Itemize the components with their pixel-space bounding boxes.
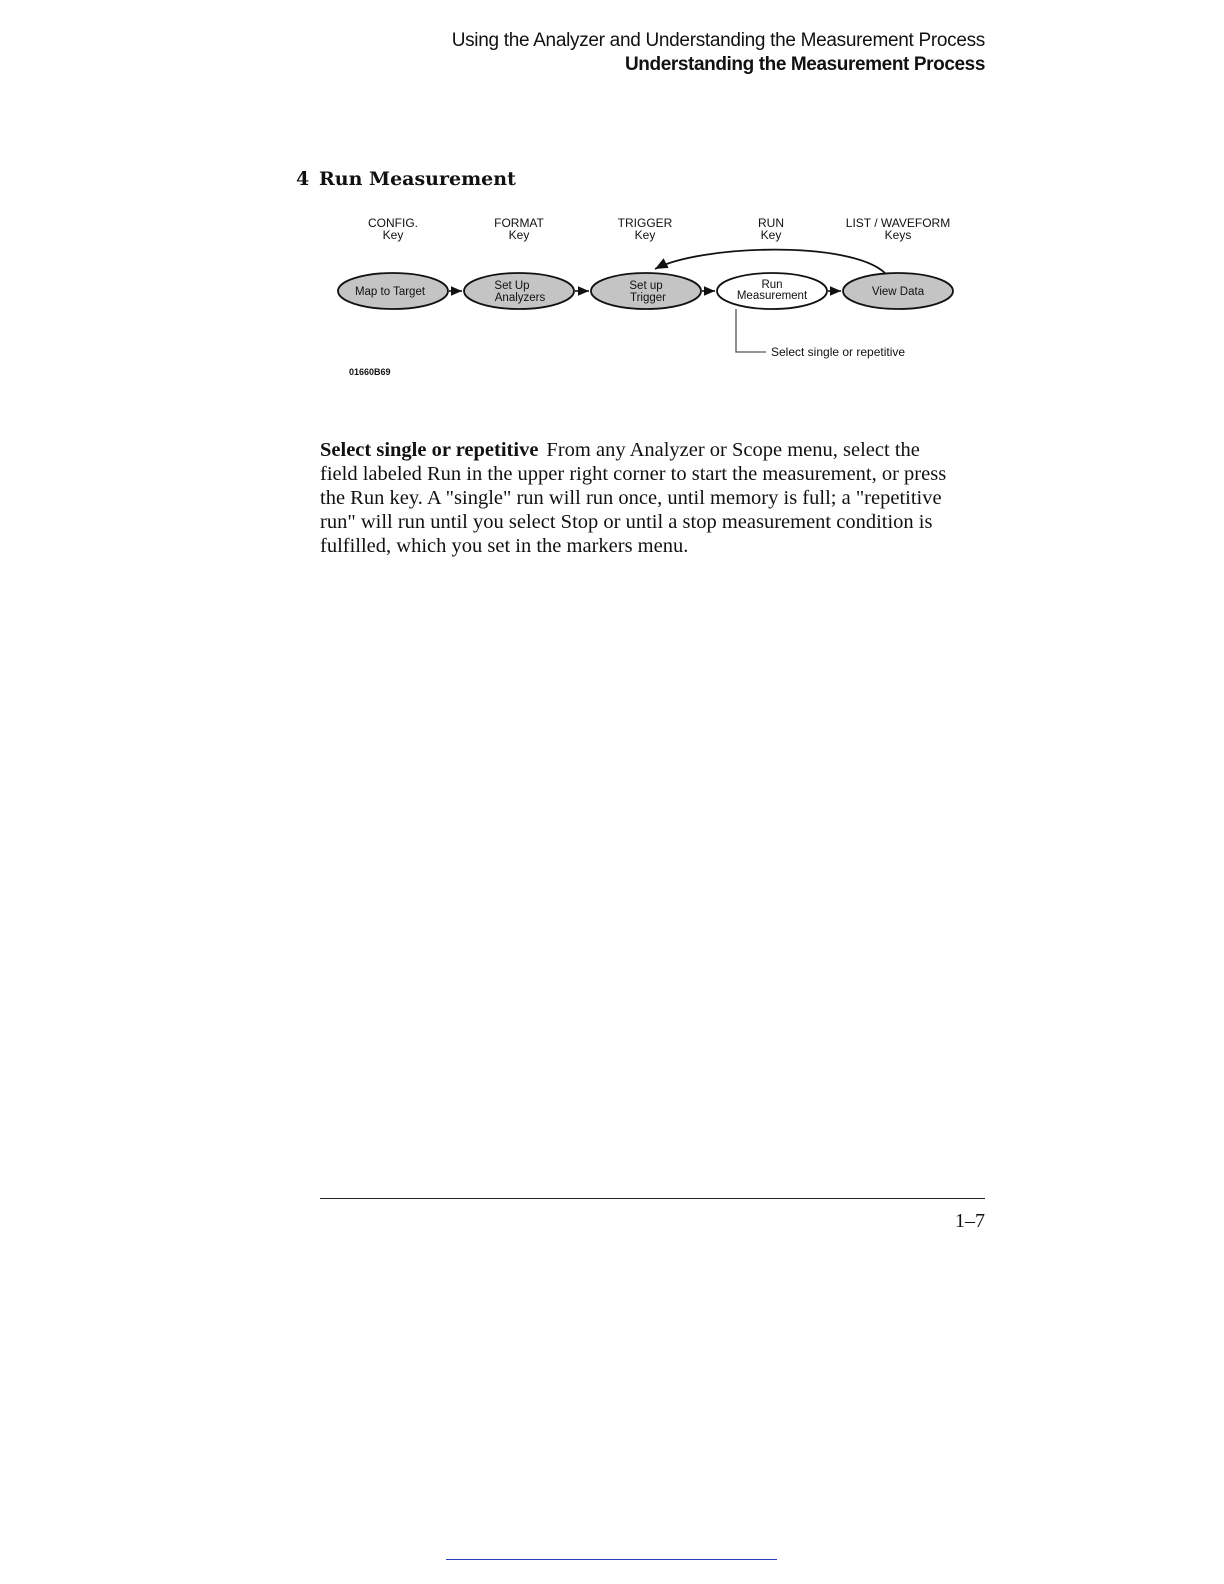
key-label-bottom: Key xyxy=(634,228,656,242)
node-label: Run xyxy=(761,279,783,291)
feedback-arrow xyxy=(655,250,885,273)
node-label: Set up xyxy=(629,280,663,292)
node-label: View Data xyxy=(871,286,925,298)
bottom-link-rule xyxy=(446,1559,777,1560)
callout-leader xyxy=(736,309,766,352)
step-heading xyxy=(296,168,516,190)
paragraph-lead: Select single or repetitive xyxy=(320,439,539,461)
measurement-process-diagram xyxy=(330,205,970,385)
node-label: Set Up xyxy=(494,280,530,292)
step-title: Run Measurement xyxy=(319,168,516,190)
step-number: 4 xyxy=(296,168,310,190)
body-paragraph xyxy=(320,438,960,558)
node-label: Measurement xyxy=(736,290,808,302)
callout-label: Select single or repetitive xyxy=(771,345,906,359)
page-number: 1–7 xyxy=(955,1210,985,1232)
paragraph-text: From any Analyzer or Scope menu, select the field labeled Run in the upper right corner to start the measurement, or press the Run key. A "single" run will run once, until memory is full; a "repetitive run" will run until you select Stop or until a stop measurement condition is fulfilled, which you set in the markers menu. xyxy=(320,439,947,557)
key-label-top: TRIGGER xyxy=(617,216,673,230)
running-header-section: Understanding the Measurement Process xyxy=(624,54,985,75)
node-label: Analyzers xyxy=(494,292,546,304)
key-label-bottom: Key xyxy=(760,228,782,242)
key-label-bottom: Key xyxy=(508,228,530,242)
figure-id: 01660B69 xyxy=(349,367,391,377)
key-label-bottom: Keys xyxy=(884,228,912,242)
key-label-top: LIST / WAVEFORM xyxy=(845,216,951,230)
footer-rule xyxy=(320,1198,985,1199)
key-label-top: FORMAT xyxy=(494,216,544,230)
node-label: Trigger xyxy=(630,292,666,304)
key-label-bottom: Key xyxy=(382,228,404,242)
key-label-top: CONFIG. xyxy=(368,216,418,230)
key-label-top: RUN xyxy=(758,216,784,230)
node-label: Map to Target xyxy=(354,286,426,298)
running-header-chapter: Using the Analyzer and Understanding the Measurement Process xyxy=(451,30,985,51)
